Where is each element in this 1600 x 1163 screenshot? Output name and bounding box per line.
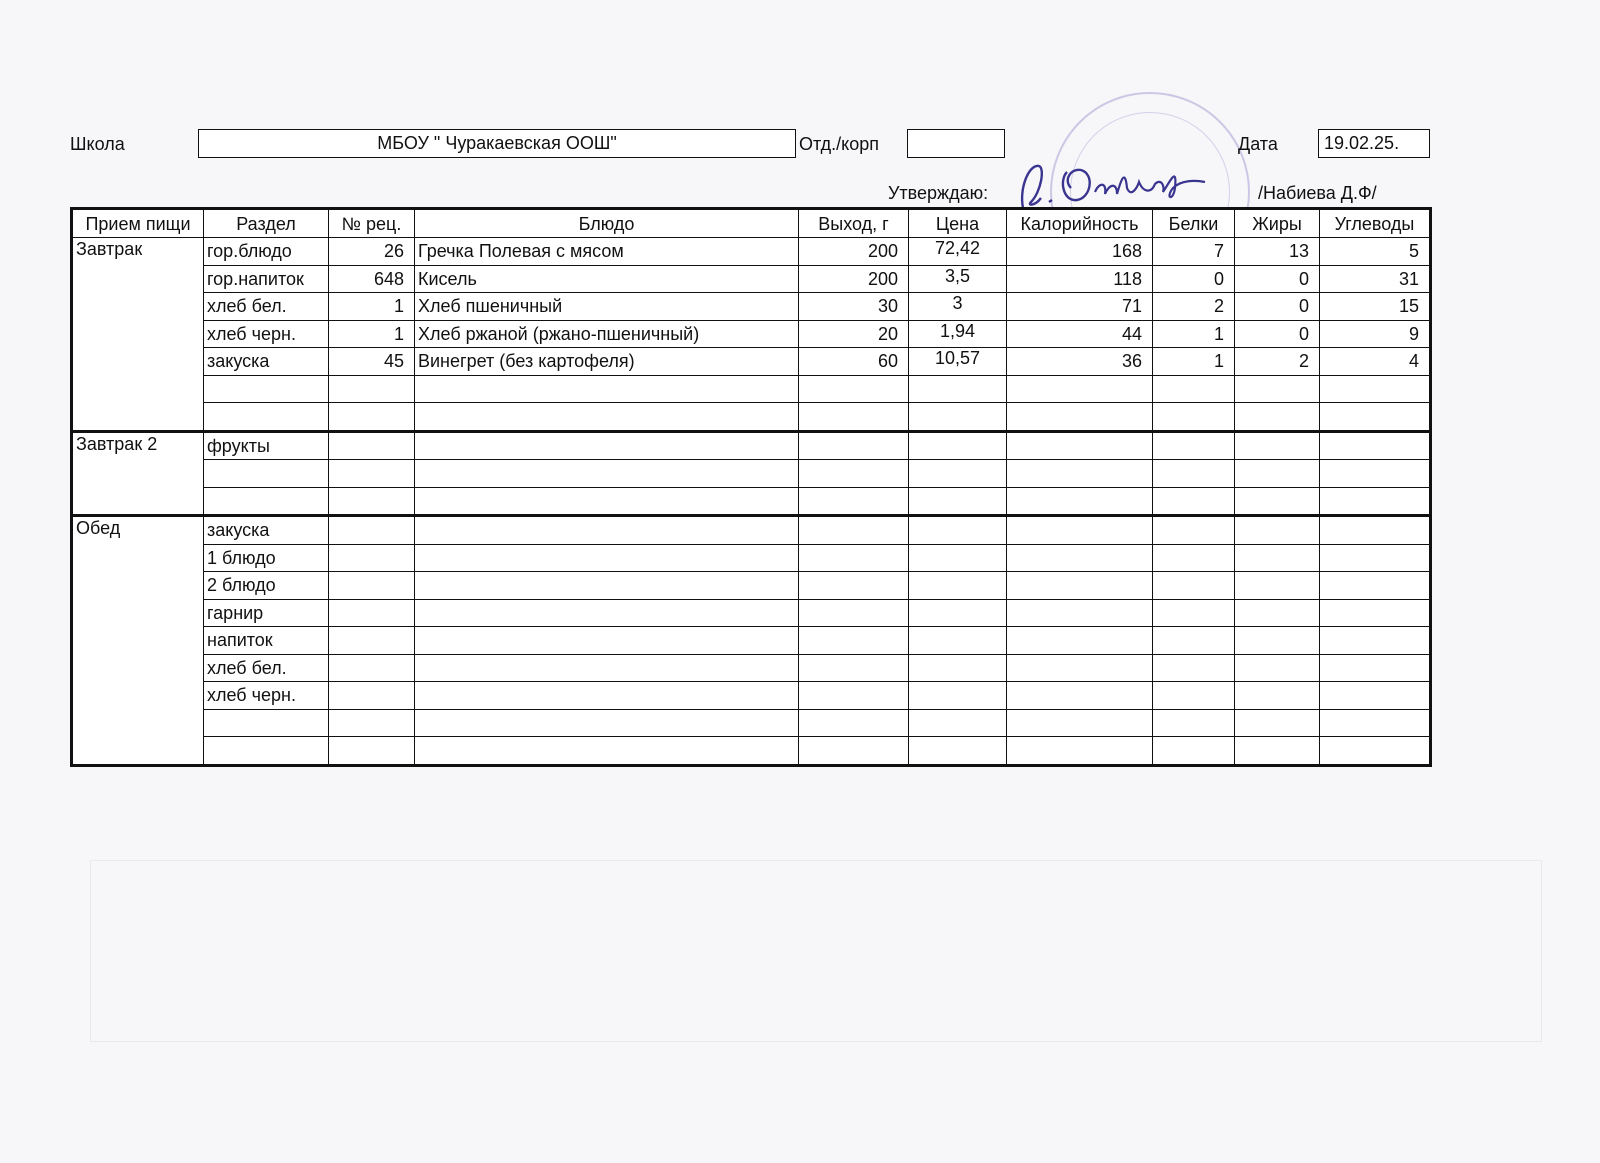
table-cell-yield: 200 [799,265,909,293]
table-row [72,599,1431,627]
table-cell-price [909,572,1007,600]
table-cell-yield [799,487,909,516]
table-cell-calories [1007,627,1153,655]
table-cell-yield [799,375,909,403]
table-cell-yield [799,403,909,432]
menu-table [70,207,1432,767]
table-cell-section [204,460,329,488]
table-cell-recipe [329,403,415,432]
table-cell-carbs [1320,431,1431,460]
table-cell-section: гор.блюдо [204,238,329,266]
table-cell-fat: 13 [1235,238,1320,266]
table-cell-dish [415,627,799,655]
table-cell-price [909,737,1007,766]
table-cell-calories [1007,431,1153,460]
table-row [72,348,1431,376]
table-cell-protein [1153,682,1235,710]
table-cell-calories [1007,403,1153,432]
table-cell-calories [1007,375,1153,403]
table-cell-section [204,403,329,432]
table-row [72,572,1431,600]
table-cell-fat [1235,572,1320,600]
table-cell-yield: 60 [799,348,909,376]
table-cell-section [204,737,329,766]
table-cell-price [909,627,1007,655]
table-cell-protein [1153,599,1235,627]
table-cell-fat [1235,460,1320,488]
table-row [72,431,1431,460]
table-cell-price [909,599,1007,627]
table-cell-dish [415,709,799,737]
table-cell-carbs: 15 [1320,293,1431,321]
table-cell-calories: 36 [1007,348,1153,376]
col-header-protein: Белки [1153,209,1235,238]
approve-label: Утверждаю: [888,183,989,203]
dept-field [907,129,1005,158]
table-row [72,293,1431,321]
col-header-calories: Калорийность [1007,209,1153,238]
table-cell-carbs: 5 [1320,238,1431,266]
menu-table-body [72,238,1431,766]
table-cell-yield [799,682,909,710]
table-cell-carbs [1320,654,1431,682]
table-cell-protein: 1 [1153,348,1235,376]
table-cell-protein [1153,403,1235,432]
table-cell-section: закуска [204,516,329,545]
table-row [72,544,1431,572]
table-row [72,320,1431,348]
table-cell-carbs [1320,737,1431,766]
table-cell-carbs: 31 [1320,265,1431,293]
table-cell-section [204,375,329,403]
table-cell-price [909,460,1007,488]
table-cell-fat [1235,709,1320,737]
table-cell-protein: 1 [1153,320,1235,348]
table-cell-price [909,487,1007,516]
table-cell-section [204,709,329,737]
table-cell-carbs [1320,544,1431,572]
table-cell-yield [799,737,909,766]
table-row [72,516,1431,545]
table-cell-price [909,654,1007,682]
table-cell-recipe: 1 [329,293,415,321]
table-cell-fat [1235,516,1320,545]
table-cell-dish [415,572,799,600]
table-cell-yield: 20 [799,320,909,348]
table-cell-recipe [329,627,415,655]
table-cell-calories [1007,737,1153,766]
table-cell-calories: 71 [1007,293,1153,321]
table-cell-recipe [329,431,415,460]
table-cell-calories [1007,460,1153,488]
table-cell-section [204,487,329,516]
table-cell-carbs [1320,516,1431,545]
school-label: Школа [70,134,125,154]
table-cell-calories [1007,709,1153,737]
table-cell-fat [1235,487,1320,516]
table-cell-protein [1153,654,1235,682]
table-cell-section: хлеб бел. [204,293,329,321]
table-cell-fat: 0 [1235,265,1320,293]
col-header-fat: Жиры [1235,209,1320,238]
table-cell-price [909,709,1007,737]
table-row [72,238,1431,266]
table-cell-recipe: 1 [329,320,415,348]
table-cell-dish [415,737,799,766]
table-cell-section: 1 блюдо [204,544,329,572]
table-cell-section: 2 блюдо [204,572,329,600]
table-cell-dish: Гречка Полевая с мясом [415,238,799,266]
table-cell-price: 72,42 [909,238,1007,266]
col-header-meal: Прием пищи [72,209,204,238]
table-cell-protein [1153,487,1235,516]
table-row [72,627,1431,655]
table-cell-calories: 168 [1007,238,1153,266]
table-cell-fat [1235,682,1320,710]
date-label: Дата [1238,134,1278,154]
table-cell-calories: 44 [1007,320,1153,348]
school-name-field [198,129,796,158]
table-cell-calories: 118 [1007,265,1153,293]
table-cell-dish: Кисель [415,265,799,293]
table-cell-protein: 0 [1153,265,1235,293]
table-cell-meal: Обед [72,516,204,766]
table-cell-calories [1007,682,1153,710]
table-cell-carbs: 9 [1320,320,1431,348]
table-cell-yield [799,431,909,460]
table-cell-fat: 0 [1235,293,1320,321]
table-cell-dish [415,460,799,488]
table-cell-protein [1153,431,1235,460]
table-row [72,403,1431,432]
table-cell-dish [415,599,799,627]
table-cell-protein [1153,737,1235,766]
school-name: МБОУ " Чуракаевская ООШ" [377,133,617,153]
table-cell-calories [1007,516,1153,545]
table-row [72,654,1431,682]
table-cell-yield [799,599,909,627]
table-cell-dish [415,516,799,545]
table-cell-yield [799,709,909,737]
table-cell-price [909,375,1007,403]
table-cell-yield [799,516,909,545]
table-cell-fat [1235,737,1320,766]
table-cell-fat [1235,375,1320,403]
table-cell-price [909,516,1007,545]
table-cell-price [909,431,1007,460]
table-cell-dish [415,654,799,682]
table-cell-recipe [329,709,415,737]
table-cell-recipe: 26 [329,238,415,266]
table-cell-yield [799,572,909,600]
table-cell-yield [799,654,909,682]
approver-name: /Набиева Д.Ф/ [1258,183,1377,203]
table-cell-price: 3,5 [909,265,1007,293]
table-cell-recipe [329,737,415,766]
table-cell-yield: 200 [799,238,909,266]
table-cell-fat: 0 [1235,320,1320,348]
col-header-price: Цена [909,209,1007,238]
table-cell-recipe [329,460,415,488]
table-cell-calories [1007,544,1153,572]
table-cell-carbs [1320,460,1431,488]
table-cell-price: 1,94 [909,320,1007,348]
table-cell-section: хлеб черн. [204,320,329,348]
table-cell-section: хлеб черн. [204,682,329,710]
table-cell-price: 10,57 [909,348,1007,376]
table-cell-recipe [329,654,415,682]
table-cell-yield [799,460,909,488]
table-cell-carbs: 4 [1320,348,1431,376]
table-cell-recipe: 648 [329,265,415,293]
date-field [1318,129,1430,158]
header-row [72,209,1431,238]
table-cell-dish [415,375,799,403]
table-cell-fat [1235,431,1320,460]
table-cell-price [909,403,1007,432]
table-cell-carbs [1320,487,1431,516]
table-cell-price: 3 [909,293,1007,321]
table-cell-dish [415,487,799,516]
table-cell-carbs [1320,599,1431,627]
table-cell-price [909,682,1007,710]
table-cell-fat [1235,599,1320,627]
table-cell-recipe [329,487,415,516]
table-cell-protein [1153,516,1235,545]
table-row [72,682,1431,710]
table-cell-recipe [329,572,415,600]
col-header-yield: Выход, г [799,209,909,238]
dept-label: Отд./корп [799,134,879,154]
table-cell-yield: 30 [799,293,909,321]
table-cell-calories [1007,654,1153,682]
table-cell-section: напиток [204,627,329,655]
col-header-section: Раздел [204,209,329,238]
table-cell-fat [1235,654,1320,682]
table-cell-dish: Хлеб ржаной (ржано-пшеничный) [415,320,799,348]
table-cell-price [909,544,1007,572]
table-cell-calories [1007,487,1153,516]
signature [1005,158,1215,214]
table-cell-protein [1153,572,1235,600]
table-cell-calories [1007,599,1153,627]
table-cell-section: фрукты [204,431,329,460]
table-cell-protein [1153,627,1235,655]
table-row [72,709,1431,737]
table-cell-protein [1153,544,1235,572]
table-cell-recipe [329,682,415,710]
table-cell-dish: Хлеб пшеничный [415,293,799,321]
table-cell-recipe [329,544,415,572]
table-cell-carbs [1320,403,1431,432]
table-cell-dish [415,403,799,432]
table-cell-carbs [1320,627,1431,655]
table-cell-fat: 2 [1235,348,1320,376]
table-cell-protein: 7 [1153,238,1235,266]
col-header-carbs: Углеводы [1320,209,1431,238]
table-cell-recipe [329,599,415,627]
table-cell-recipe [329,516,415,545]
table-row [72,460,1431,488]
table-cell-fat [1235,544,1320,572]
table-cell-protein [1153,460,1235,488]
table-cell-recipe: 45 [329,348,415,376]
table-cell-recipe [329,375,415,403]
table-cell-section: гарнир [204,599,329,627]
col-header-dish: Блюдо [415,209,799,238]
table-cell-carbs [1320,572,1431,600]
table-cell-dish: Винегрет (без картофеля) [415,348,799,376]
table-cell-calories [1007,572,1153,600]
table-cell-dish [415,682,799,710]
table-cell-protein [1153,375,1235,403]
table-cell-meal: Завтрак [72,238,204,432]
table-cell-protein [1153,709,1235,737]
table-cell-carbs [1320,375,1431,403]
table-cell-dish [415,431,799,460]
table-cell-fat [1235,403,1320,432]
table-cell-fat [1235,627,1320,655]
table-cell-dish [415,544,799,572]
bleed-through-shadow [90,860,1542,1042]
table-cell-protein: 2 [1153,293,1235,321]
table-cell-meal: Завтрак 2 [72,431,204,516]
table-cell-carbs [1320,709,1431,737]
table-cell-section: закуска [204,348,329,376]
table-cell-yield [799,544,909,572]
table-row [72,375,1431,403]
table-row [72,487,1431,516]
col-header-recipe: № рец. [329,209,415,238]
date-value: 19.02.25. [1324,133,1400,153]
table-row [72,737,1431,766]
table-cell-carbs [1320,682,1431,710]
table-row [72,265,1431,293]
table-cell-section: гор.напиток [204,265,329,293]
table-cell-section: хлеб бел. [204,654,329,682]
table-cell-yield [799,627,909,655]
